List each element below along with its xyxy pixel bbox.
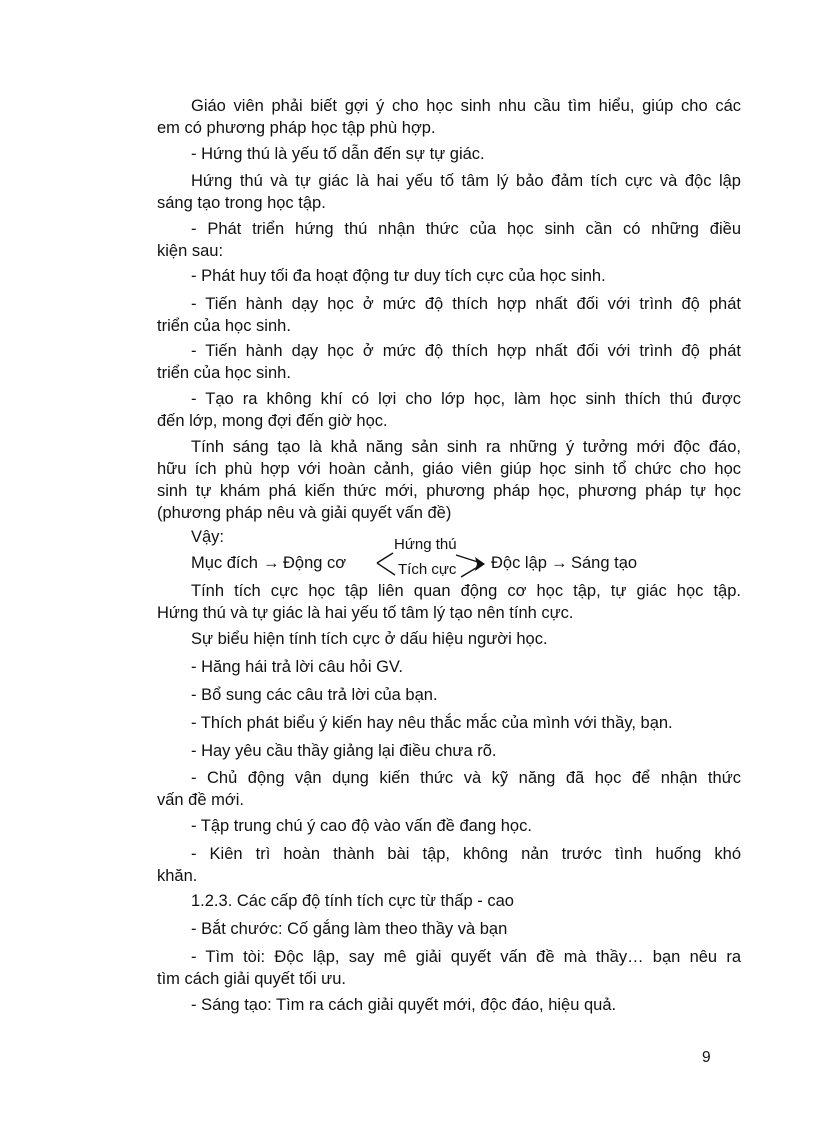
arrow-icon: →: [263, 554, 280, 572]
text-line: - Phát huy tối đa hoạt động tư duy tích cực của học sinh.: [191, 267, 606, 285]
paragraph-2: [157, 170, 741, 214]
bullet-persevere: [157, 843, 741, 887]
text-line: khăn.: [157, 867, 198, 885]
text-line: 1.2.3. Các cấp độ tính tích cực từ thấp - cao: [191, 892, 514, 910]
text-line: - Tiến hành dạy học ở mức độ thích hợp nhất đối với trình độ phát: [191, 295, 741, 313]
text-line: hữu ích phù hợp với hoàn cảnh, giáo viên giúp học sinh tổ chức cho học: [157, 460, 741, 478]
branch-arrows: [191, 532, 751, 582]
text-line: - Chủ động vận dụng kiến thức và kỹ năng đã học để nhận thức: [191, 769, 741, 787]
bullet-supplement: [157, 684, 741, 706]
paragraph-creativity: [157, 436, 741, 524]
text-line: - Tiến hành dạy học ở mức độ thích hợp nhất đối với trình độ phát: [191, 342, 741, 360]
paragraph-activeness: [157, 580, 741, 624]
bullet-interest: [157, 143, 741, 165]
bullet-develop-interest: [157, 218, 741, 262]
text-line: Hứng thú và tự giác là hai yếu tố tâm lý tạo nên tính cực.: [157, 604, 574, 622]
text-line: - Bổ sung các câu trả lời của bạn.: [191, 686, 438, 704]
paragraph-signs: [157, 628, 741, 650]
flow-diagram: [191, 532, 751, 582]
bullet-create: [157, 994, 741, 1016]
section-heading: [157, 890, 741, 912]
text-line: Tính sáng tạo là khả năng sản sinh ra những ý tưởng mới độc đáo,: [191, 438, 741, 456]
text-line: Sự biểu hiện tính tích cực ở dấu hiệu người học.: [191, 630, 548, 648]
text-line: - Tạo ra không khí có lợi cho lớp học, làm học sinh thích thú được: [191, 390, 741, 408]
page-number: 9: [702, 1049, 711, 1066]
bullet-apply: [157, 767, 741, 811]
text-line: - Sáng tạo: Tìm ra cách giải quyết mới, độc đáo, hiệu quả.: [191, 996, 617, 1014]
text-line: Vậy:: [191, 528, 225, 546]
text-line: Giáo viên phải biết gợi ý cho học sinh nhu cầu tìm hiểu, giúp cho các: [191, 97, 741, 115]
text-line: - Hăng hái trả lời câu hỏi GV.: [191, 658, 403, 676]
text-line: - Hứng thú là yếu tố dẫn đến sự tự giác.: [191, 145, 485, 163]
bullet-teaching-level-1: [157, 293, 741, 337]
bullet-thinking: [157, 265, 741, 287]
text-line: vấn đề mới.: [157, 791, 244, 809]
text-line: Tính tích cực học tập liên quan động cơ học tập, tự giác học tập.: [191, 582, 741, 600]
text-line: - Bắt chước: Cố gắng làm theo thầy và bạn: [191, 920, 508, 938]
text-line: (phương pháp nêu và giải quyết vấn đề): [157, 504, 452, 522]
text-line: sinh tự khám phá kiến thức mới, phương pháp học, phương pháp tự học: [157, 482, 741, 500]
text-line: em có phương pháp học tập phù hợp.: [157, 119, 436, 137]
bullet-imitate: [157, 918, 741, 940]
bullet-teaching-level-2: [157, 340, 741, 384]
text-line: triển của học sinh.: [157, 317, 291, 335]
text-line: triển của học sinh.: [157, 364, 291, 382]
text-line: - Tập trung chú ý cao độ vào vấn đề đang học.: [191, 817, 532, 835]
bullet-explore: [157, 946, 741, 990]
flow-branch-top: Hứng thú: [394, 536, 457, 553]
arrow-icon: →: [551, 554, 568, 572]
flow-start: Mục đích: [191, 554, 258, 572]
bullet-answer: [157, 656, 741, 678]
flow-creative: Sáng tạo: [571, 554, 638, 572]
flow-branch-bottom: Tích cực: [398, 561, 457, 578]
text-line: tìm cách giải quyết tối ưu.: [157, 970, 346, 988]
text-line: - Thích phát biểu ý kiến hay nêu thắc mắc của mình với thầy, bạn.: [191, 714, 673, 732]
text-line: kiện sau:: [157, 242, 224, 260]
text-line: Hứng thú và tự giác là hai yếu tố tâm lý bảo đảm tích cực và độc lập: [191, 172, 741, 190]
bullet-opinion: [157, 712, 741, 734]
text-line: - Kiên trì hoàn thành bài tập, không nản trước tình huống khó: [191, 845, 741, 863]
paragraph-1: [157, 95, 741, 139]
flow-independent: Độc lập: [491, 554, 547, 572]
arrowhead-icon: [475, 557, 485, 571]
branch-down-line: [377, 563, 395, 575]
bullet-ask-again: [157, 740, 741, 762]
text-line: - Tìm tòi: Độc lập, say mê giải quyết vấn đề mà thầy… bạn nêu ra: [191, 948, 741, 966]
flow-motive: Động cơ: [283, 554, 347, 572]
bullet-atmosphere: [157, 388, 741, 432]
text-line: đến lớp, mong đợi đến giờ học.: [157, 412, 388, 430]
text-line: sáng tạo trong học tập.: [157, 194, 326, 212]
text-line: - Hay yêu cầu thầy giảng lại điều chưa rõ.: [191, 742, 497, 760]
text-line: - Phát triển hứng thú nhận thức của học sinh cần có những điều: [191, 220, 741, 238]
bullet-focus: [157, 815, 741, 837]
branch-up-line: [377, 553, 393, 563]
